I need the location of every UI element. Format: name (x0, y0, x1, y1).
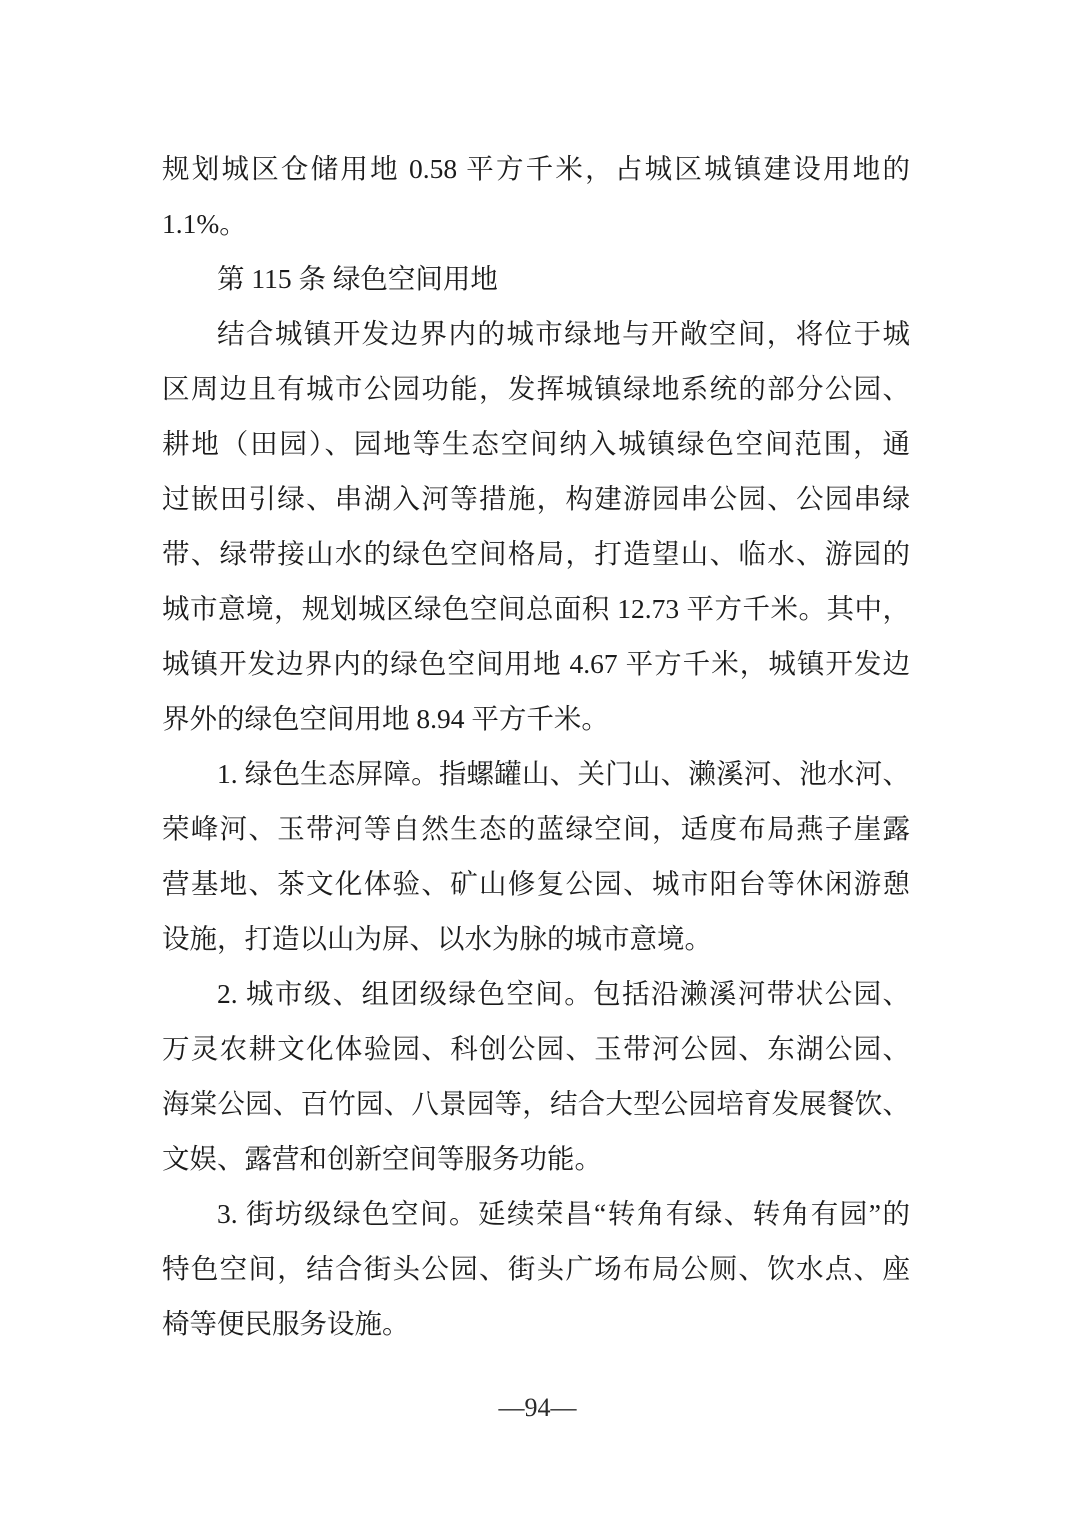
page-number: —94— (498, 1393, 577, 1422)
article-115-heading: 第 115 条 绿色空间用地 (217, 263, 498, 294)
text-line: 椅等便民服务设施。 (162, 1308, 410, 1339)
text-line: 城镇开发边界内的绿色空间用地 4.67 平方千米，城镇开发边 (162, 648, 910, 679)
text-line: 界外的绿色空间用地 8.94 平方千米。 (162, 703, 609, 734)
text-line: 荣峰河、玉带河等自然生态的蓝绿空间，适度布局燕子崖露 (162, 813, 910, 844)
text-line: 设施，打造以山为屏、以水为脉的城市意境。 (162, 923, 712, 954)
text-line: 营基地、茶文化体验、矿山修复公园、城市阳台等休闲游憩 (162, 868, 910, 899)
paragraph-green-space-overview (162, 306, 910, 746)
text-line: 2. 城市级、组团级绿色空间。包括沿濑溪河带状公园、 (217, 978, 910, 1009)
text-line: 1. 绿色生态屏障。指螺罐山、关门山、濑溪河、池水河、 (217, 758, 910, 789)
text-line: 区周边且有城市公园功能，发挥城镇绿地系统的部分公园、 (162, 373, 910, 404)
paragraph-warehouse-continuation (162, 141, 910, 251)
text-line: 海棠公园、百竹园、八景园等，结合大型公园培育发展餐饮、 (162, 1088, 910, 1119)
text-line: 1.1%。 (162, 208, 247, 239)
text-line: 结合城镇开发边界内的城市绿地与开敞空间，将位于城 (217, 318, 910, 349)
text-line: 耕地（田园）、园地等生态空间纳入城镇绿色空间范围，通 (162, 428, 910, 459)
text-line: 城市意境，规划城区绿色空间总面积 12.73 平方千米。其中， (162, 593, 910, 624)
text-line: 带、绿带接山水的绿色空间格局，打造望山、临水、游园的 (162, 538, 910, 569)
text-line: 特色空间，结合街头公园、街头广场布局公厕、饮水点、座 (162, 1253, 910, 1284)
text-line: 文娱、露营和创新空间等服务功能。 (162, 1143, 602, 1174)
text-line: 万灵农耕文化体验园、科创公园、玉带河公园、东湖公园、 (162, 1033, 910, 1064)
list-item-neighborhood-green-space (162, 1186, 910, 1351)
document-body (162, 141, 910, 1351)
list-item-green-ecological-barrier (162, 746, 910, 966)
text-line: 过嵌田引绿、串湖入河等措施，构建游园串公园、公园串绿 (162, 483, 910, 514)
text-line: 规划城区仓储用地 0.58 平方千米，占城区城镇建设用地的 (162, 153, 910, 184)
text-line: 3. 街坊级绿色空间。延续荣昌“转角有绿、转角有园”的 (217, 1198, 910, 1229)
list-item-city-cluster-green-space (162, 966, 910, 1186)
